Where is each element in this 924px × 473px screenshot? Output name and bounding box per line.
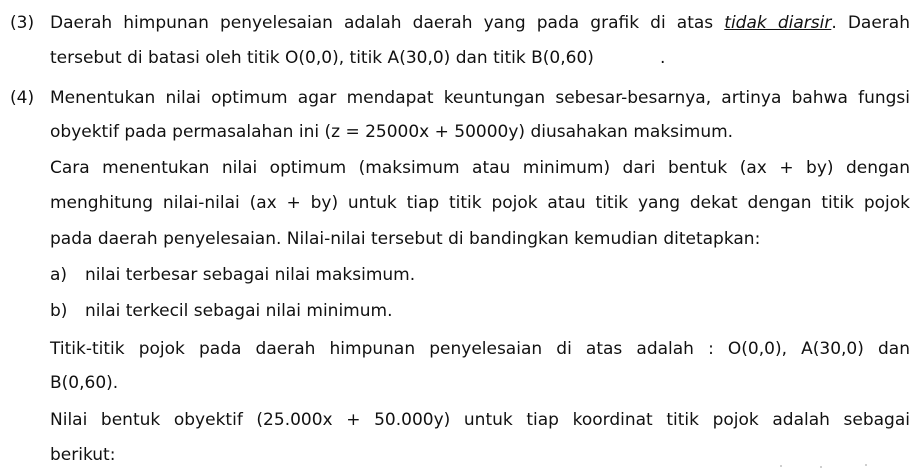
paragraph-2-line-2: menghitung nilai-nilai (ax + by) untuk tiap titik pojok atau titik yang dekat dengan titik pojok: [50, 193, 910, 213]
scan-speck: [780, 465, 782, 467]
paragraph-4-line-2: berikut:: [50, 445, 116, 465]
list-item-a-marker: a): [50, 265, 68, 285]
paragraph-2-line-3: pada daerah penyelesaian. Nilai-nilai tersebut di bandingkan kemudian ditetapkan:: [50, 229, 761, 249]
item-3-number: (3): [10, 13, 35, 33]
item-3-line-1: [50, 12, 910, 34]
list-item-b-marker: b): [50, 301, 68, 321]
item-3-line-2: tersebut di batasi oleh titik O(0,0), titik A(30,0) dan titik B(0,60): [50, 48, 594, 68]
item-3-line-1-text: Daerah himpunan penyelesaian adalah daerah yang pada grafik di atas: [50, 13, 714, 33]
paragraph-3-line-1: Titik-titik pojok pada daerah himpunan penyelesaian di atas adalah : O(0,0), A(30,0) dan: [50, 339, 910, 359]
paragraph-2-line-1: Cara menentukan nilai optimum (maksimum atau minimum) dari bentuk (ax + by) dengan: [50, 158, 910, 178]
scan-speck: [820, 466, 822, 468]
item-4-number: (4): [10, 88, 35, 108]
paragraph-3-line-2: B(0,60).: [50, 373, 119, 393]
list-item-b-text: nilai terkecil sebagai nilai minimum.: [85, 301, 393, 321]
scan-speck: [865, 464, 867, 466]
list-item-a-text: nilai terbesar sebagai nilai maksimum.: [85, 265, 416, 285]
item-4-line-2: obyektif pada permasalahan ini (z = 25000x + 50000y) diusahakan maksimum.: [50, 122, 734, 142]
item-3-line-1-tail: . Daerah: [831, 13, 910, 33]
item-4-line-1: Menentukan nilai optimum agar mendapat keuntungan sebesar-besarnya, artinya bahwa fungsi: [50, 88, 910, 108]
paragraph-4-line-1: Nilai bentuk obyektif (25.000x + 50.000y) untuk tiap koordinat titik pojok adalah sebagai: [50, 410, 910, 430]
item-3-line-2-period: .: [660, 48, 666, 68]
item-3-emphasis: tidak diarsir: [724, 13, 832, 33]
